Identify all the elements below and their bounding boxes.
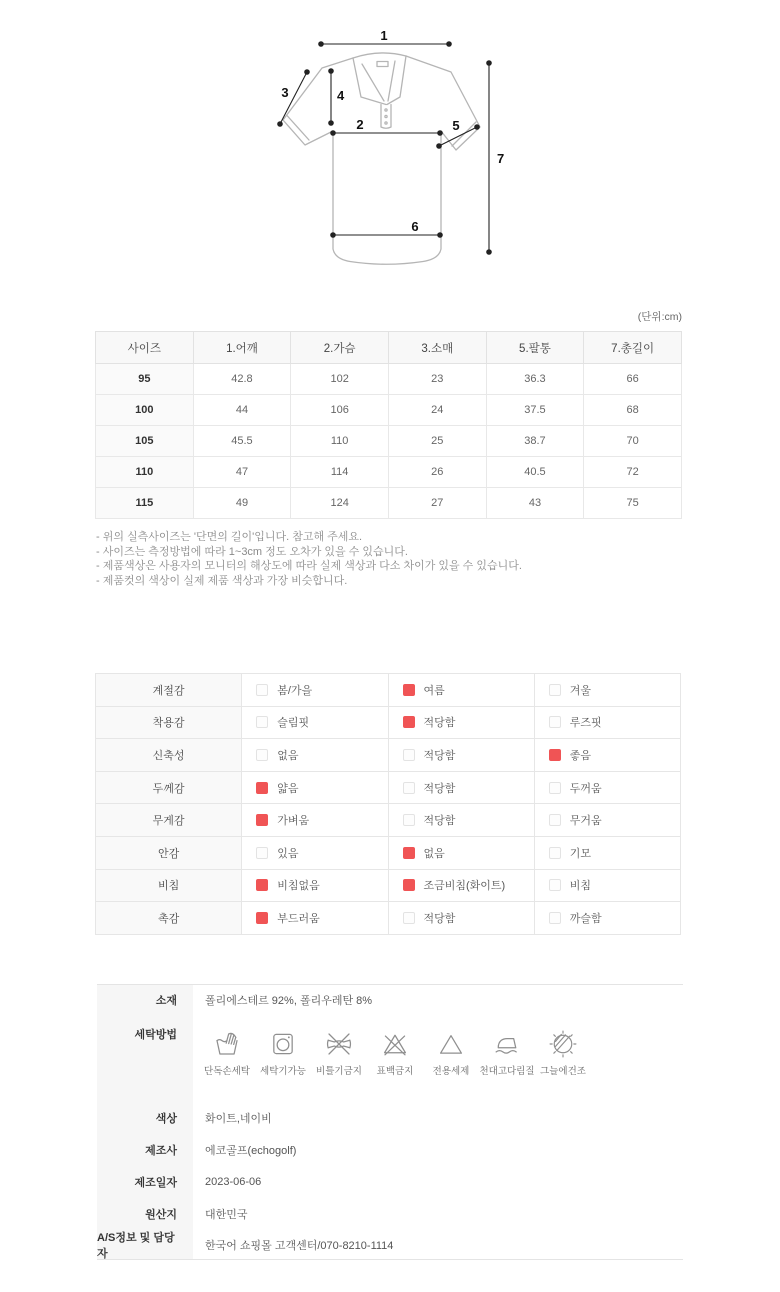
checkbox-checked-icon (403, 847, 415, 859)
checkbox-checked-icon (403, 716, 415, 728)
size-table (95, 331, 682, 519)
no-bleach-icon (380, 1029, 410, 1059)
info-value: 폴리에스테르 92%, 폴리우레탄 8% (205, 995, 373, 1007)
attribute-option-cell (534, 804, 680, 837)
measure-number-labels (281, 28, 504, 234)
checkbox-checked-icon (256, 782, 268, 794)
size-table-section (95, 331, 682, 519)
checkbox-unchecked-icon (256, 684, 268, 696)
size-table-row (96, 364, 682, 395)
attribute-option-label: 부드러움 (277, 912, 320, 925)
info-value: 한국어 쇼핑몰 고객센터/070-8210-1114 (205, 1239, 394, 1252)
attribute-label: 신축성 (96, 739, 242, 772)
measure-label-7: 7 (497, 151, 505, 166)
size-column-header: 2.가슴 (291, 332, 389, 364)
attribute-option-cell (242, 706, 388, 739)
attribute-option-label: 가벼움 (277, 815, 310, 828)
attribute-option-cell (242, 674, 388, 707)
attribute-table-body (96, 674, 681, 935)
wash-method-label: 세탁기가능 (260, 1066, 306, 1077)
attribute-option-cell (242, 902, 388, 935)
attribute-option-cell (388, 739, 534, 772)
attribute-option-cell (388, 771, 534, 804)
attribute-label: 두께감 (96, 771, 242, 804)
attribute-option-cell (388, 706, 534, 739)
attribute-option-cell (242, 771, 388, 804)
wash-method (255, 1029, 311, 1077)
attribute-row (96, 836, 681, 869)
attribute-option-label: 얇음 (277, 782, 299, 795)
note-line: - 제품컷의 색상이 실제 제품 색상과 가장 비슷합니다. (96, 574, 348, 587)
attribute-table-section (95, 673, 681, 935)
size-row-label: 105 (96, 426, 194, 457)
size-cell: 47 (193, 457, 291, 488)
checkbox-checked-icon (256, 879, 268, 891)
info-row (97, 1101, 683, 1134)
attribute-option-label: 루즈핏 (569, 717, 602, 730)
note-line: - 사이즈는 측정방법에 따라 1~3cm 정도 오차가 있을 수 있습니다. (96, 545, 408, 558)
wash-method-label: 천대고다림질 (479, 1066, 535, 1077)
shade-dry-icon (548, 1029, 578, 1059)
attribute-option-cell (388, 674, 534, 707)
info-row (97, 1134, 683, 1166)
attribute-option-label: 적당함 (423, 912, 456, 925)
size-cell: 27 (388, 488, 486, 519)
attribute-option-cell (242, 869, 388, 902)
attribute-table (95, 673, 681, 935)
attribute-option-cell (534, 902, 680, 935)
info-label: 세탁방법 (97, 1015, 193, 1101)
measure-label-1: 1 (380, 28, 388, 43)
attribute-label: 무게감 (96, 804, 242, 837)
info-label: A/S정보 및 담당자 (97, 1230, 193, 1259)
attribute-option-cell (534, 739, 680, 772)
attribute-option-label: 좋음 (569, 749, 592, 762)
notes-list (96, 530, 522, 588)
checkbox-unchecked-icon (549, 716, 561, 728)
attribute-row (96, 869, 681, 902)
size-cell: 75 (584, 488, 682, 519)
size-cell: 110 (291, 426, 389, 457)
size-table-body (96, 364, 682, 519)
attribute-option-label: 적당함 (423, 717, 456, 730)
checkbox-checked-icon (256, 912, 268, 924)
attribute-option-label: 적당함 (423, 815, 456, 828)
wash-method (199, 1029, 255, 1077)
polo-shirt-outline (283, 53, 480, 264)
wash-method (479, 1029, 535, 1077)
size-cell: 25 (388, 426, 486, 457)
measure-label-6: 6 (411, 219, 419, 234)
attribute-option-label: 비침 (569, 880, 592, 893)
size-column-header: 사이즈 (96, 332, 194, 364)
size-table-header-row (96, 332, 682, 364)
info-row (97, 1230, 683, 1259)
attribute-option-cell (388, 804, 534, 837)
measure-dots (277, 41, 492, 255)
checkbox-unchecked-icon (549, 782, 561, 794)
size-column-header: 7.총길이 (584, 332, 682, 364)
size-cell: 49 (193, 488, 291, 519)
attribute-option-cell (534, 836, 680, 869)
size-row-label: 110 (96, 457, 194, 488)
size-cell: 42.8 (193, 364, 291, 395)
size-cell: 43 (486, 488, 584, 519)
size-table-row (96, 395, 682, 426)
wash-method-label: 비틀기금지 (316, 1066, 362, 1077)
attribute-option-cell (242, 836, 388, 869)
checkbox-checked-icon (403, 684, 415, 696)
size-cell: 68 (584, 395, 682, 426)
info-row (97, 1198, 683, 1230)
attribute-label: 안감 (96, 836, 242, 869)
attribute-option-cell (534, 771, 680, 804)
wash-method-label: 전용세제 (432, 1066, 470, 1077)
size-cell: 36.3 (486, 364, 584, 395)
checkbox-checked-icon (403, 879, 415, 891)
attribute-option-label: 겨울 (569, 684, 592, 697)
size-cell: 38.7 (486, 426, 584, 457)
checkbox-unchecked-icon (256, 749, 268, 761)
attribute-row (96, 674, 681, 707)
attribute-row (96, 902, 681, 935)
size-cell: 66 (584, 364, 682, 395)
checkbox-checked-icon (549, 749, 561, 761)
checkbox-unchecked-icon (549, 847, 561, 859)
attribute-option-cell (388, 869, 534, 902)
info-row (97, 1015, 683, 1101)
info-label: 소재 (97, 985, 193, 1015)
size-cell: 24 (388, 395, 486, 426)
attribute-label: 비침 (96, 869, 242, 902)
attribute-option-label: 없음 (423, 847, 445, 860)
info-value: 화이트,네이비 (205, 1112, 272, 1125)
wash-method (535, 1029, 591, 1077)
attribute-option-cell (242, 739, 388, 772)
size-cell: 23 (388, 364, 486, 395)
checkbox-unchecked-icon (256, 847, 268, 859)
wash-method-label: 그늘에건조 (540, 1066, 586, 1077)
size-column-header: 3.소매 (388, 332, 486, 364)
attribute-label: 착용감 (96, 706, 242, 739)
checkbox-checked-icon (256, 814, 268, 826)
attribute-option-cell (534, 706, 680, 739)
measure-label-2: 2 (356, 117, 364, 132)
attribute-option-label: 없음 (277, 749, 299, 762)
measure-label-4: 4 (337, 88, 345, 103)
size-table-row (96, 457, 682, 488)
size-cell: 72 (584, 457, 682, 488)
checkbox-unchecked-icon (403, 814, 415, 826)
measure-label-5: 5 (452, 118, 460, 133)
info-value (193, 1015, 683, 1101)
checkbox-unchecked-icon (549, 684, 561, 696)
checkbox-unchecked-icon (256, 716, 268, 728)
attribute-option-cell (388, 902, 534, 935)
attribute-option-label: 두꺼움 (569, 782, 602, 795)
attribute-option-label: 무거움 (569, 815, 602, 828)
no-wring-icon (324, 1029, 354, 1059)
machine-wash-icon (268, 1029, 298, 1059)
attribute-option-label: 비침없음 (277, 880, 320, 893)
info-label: 색상 (97, 1101, 193, 1134)
size-cell: 40.5 (486, 457, 584, 488)
info-value: 대한민국 (205, 1209, 248, 1221)
size-table-row (96, 488, 682, 519)
size-cell: 102 (291, 364, 389, 395)
size-cell: 70 (584, 426, 682, 457)
attribute-option-label: 여름 (423, 684, 445, 697)
size-cell: 106 (291, 395, 389, 426)
checkbox-unchecked-icon (403, 749, 415, 761)
hand-wash-icon (212, 1029, 242, 1059)
size-cell: 124 (291, 488, 389, 519)
attribute-row (96, 771, 681, 804)
size-table-row (96, 426, 682, 457)
attribute-option-cell (242, 804, 388, 837)
measure-label-3: 3 (281, 85, 289, 100)
attribute-option-cell (534, 869, 680, 902)
attribute-option-label: 있음 (277, 847, 299, 860)
info-value: 2023-06-06 (205, 1176, 262, 1188)
attribute-option-label: 적당함 (423, 782, 456, 795)
info-label: 원산지 (97, 1198, 193, 1230)
product-info-table (97, 984, 683, 1260)
info-value: 에코골프(echogolf) (205, 1145, 297, 1157)
checkbox-unchecked-icon (403, 912, 415, 924)
size-column-header: 5.팔통 (486, 332, 584, 364)
attribute-option-label: 까슬함 (569, 912, 602, 925)
size-row-label: 115 (96, 488, 194, 519)
attribute-label: 촉감 (96, 902, 242, 935)
attribute-option-label: 조금비침(화이트) (423, 880, 506, 893)
attribute-option-cell (534, 674, 680, 707)
note-line: - 위의 실측사이즈는 '단면의 길이'입니다. 참고해 주세요. (96, 531, 363, 543)
info-label: 제조일자 (97, 1166, 193, 1198)
checkbox-unchecked-icon (403, 782, 415, 794)
checkbox-unchecked-icon (549, 879, 561, 891)
detergent-triangle-icon (436, 1029, 466, 1059)
size-diagram (0, 25, 780, 310)
attribute-row (96, 739, 681, 772)
info-row (97, 1166, 683, 1198)
attribute-option-label: 슬림핏 (277, 717, 310, 730)
wash-method-label: 단독손세탁 (204, 1066, 250, 1077)
wash-method (423, 1029, 479, 1077)
size-cell: 114 (291, 457, 389, 488)
attribute-option-cell (388, 836, 534, 869)
size-cell: 37.5 (486, 395, 584, 426)
attribute-option-label: 적당함 (423, 749, 456, 762)
info-row (97, 985, 683, 1015)
size-row-label: 95 (96, 364, 194, 395)
attribute-option-label: 기모 (569, 847, 592, 860)
wash-method (367, 1029, 423, 1077)
wash-method (311, 1029, 367, 1077)
size-row-label: 100 (96, 395, 194, 426)
size-cell: 45.5 (193, 426, 291, 457)
size-cell: 44 (193, 395, 291, 426)
iron-cloth-icon (492, 1029, 522, 1059)
checkbox-unchecked-icon (549, 814, 561, 826)
attribute-option-label: 봄/가을 (277, 684, 313, 697)
attribute-row (96, 706, 681, 739)
attribute-row (96, 804, 681, 837)
checkbox-unchecked-icon (549, 912, 561, 924)
info-label: 제조사 (97, 1134, 193, 1166)
size-cell: 26 (388, 457, 486, 488)
wash-method-label: 표백금지 (376, 1066, 414, 1077)
size-column-header: 1.어깨 (193, 332, 291, 364)
note-line: - 제품색상은 사용자의 모니터의 해상도에 따라 실제 색상과 다소 차이가 있을 수 있습니다. (96, 560, 522, 573)
attribute-label: 계절감 (96, 674, 242, 707)
unit-note: (단위:cm) (637, 311, 682, 323)
